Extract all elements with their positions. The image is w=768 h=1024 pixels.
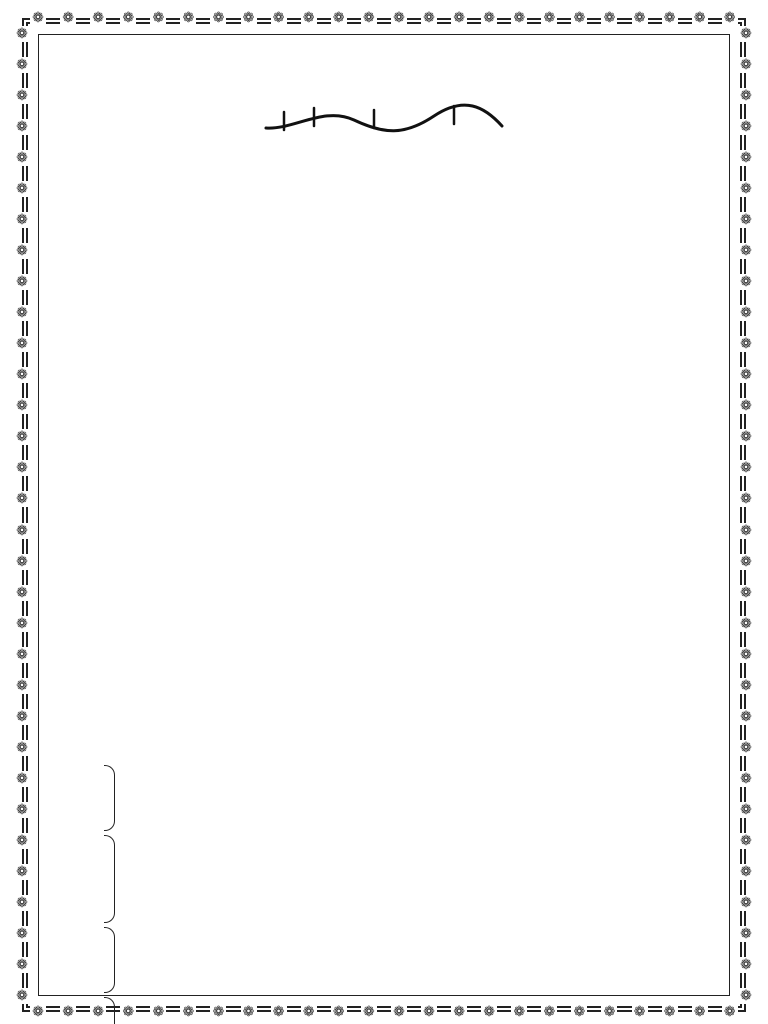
ornament-icon: ❁ [14,336,30,352]
ornament-icon: ❁ [738,647,754,663]
ornament-icon: ❁ [738,150,754,166]
ornament-icon: ❁ [511,1004,527,1020]
ornament-icon: ❁ [180,1004,196,1020]
ornament-icon: ❁ [738,802,754,818]
ornament-icon: ❁ [662,10,678,26]
poem-verse [125,879,718,900]
ornament-icon: ❁ [738,57,754,73]
ornament-icon: ❁ [361,10,377,26]
ornament-icon: ❁ [120,1004,136,1020]
ornament-icon: ❁ [738,523,754,539]
ornament-icon: ❁ [14,150,30,166]
ornament-icon: ❁ [14,57,30,73]
ornament-icon: ❁ [14,864,30,880]
ornament-icon: ❁ [120,10,136,26]
body-text-line [50,564,718,585]
ornament-icon: ❁ [738,678,754,694]
spacer [50,438,718,446]
ornament-icon: ❁ [738,336,754,352]
ornament-icon: ❁ [481,10,497,26]
ornament-icon: ❁ [90,10,106,26]
ornament-icon: ❁ [738,709,754,725]
body-text-line [50,210,718,231]
poem-verse [125,901,718,922]
ornament-icon: ❁ [738,833,754,849]
ornament-icon: ❁ [738,554,754,570]
body-section-1 [50,122,718,385]
dedication-line [50,416,718,437]
ornament-icon: ❁ [14,554,30,570]
ornament-icon: ❁ [60,10,76,26]
body-text-line [50,490,718,511]
ornament-icon: ❁ [301,1004,317,1020]
ornament-icon: ❁ [30,1004,46,1020]
poem-section [50,765,718,1024]
ornament-icon: ❁ [632,1004,648,1020]
ornament-icon: ❁ [14,367,30,383]
ornament-icon: ❁ [738,926,754,942]
ornament-icon: ❁ [738,243,754,259]
ornament-icon: ❁ [14,647,30,663]
body-text-line [50,512,718,533]
body-text-line [50,276,718,297]
ornament-icon: ❁ [738,181,754,197]
body-text-line [50,630,718,651]
ornament-icon: ❁ [14,988,30,1004]
ornament-icon: ❁ [210,10,226,26]
ornament-icon: ❁ [692,10,708,26]
dedication-line [50,394,718,415]
dedication-section [50,394,718,437]
ornament-icon: ❁ [14,491,30,507]
body-section-2 [50,446,718,533]
ornament-icon: ❁ [738,585,754,601]
ornament-icon: ❁ [271,1004,287,1020]
stanza-brace [104,927,115,993]
ornament-icon: ❁ [421,10,437,26]
stanza-brace [104,997,115,1024]
ornament-icon: ❁ [391,1004,407,1020]
stanza-verses [125,835,718,923]
ornament-icon: ❁ [150,10,166,26]
ornament-icon: ❁ [14,243,30,259]
ornament-icon: ❁ [361,1004,377,1020]
poem-verse [125,765,718,786]
ornament-icon: ❁ [14,212,30,228]
ornament-icon: ❁ [738,460,754,476]
body-text-line [50,342,718,363]
poem-stanza [50,835,718,923]
ornament-icon: ❁ [271,10,287,26]
body-text-line [50,608,718,629]
ornament-icon: ❁ [421,1004,437,1020]
ornament-icon: ❁ [14,274,30,290]
ornament-icon: ❁ [14,26,30,42]
body-text-line [50,674,718,695]
poem-verse [125,1019,718,1024]
ornament-icon: ❁ [738,771,754,787]
ornament-icon: ❁ [481,1004,497,1020]
ornament-icon: ❁ [722,1004,738,1020]
ornament-icon: ❁ [722,10,738,26]
ornament-icon: ❁ [14,616,30,632]
left-ornament-column [14,24,30,1006]
ornament-icon: ❁ [738,740,754,756]
page-content [50,95,718,996]
ornament-icon: ❁ [601,10,617,26]
ornament-icon: ❁ [14,181,30,197]
ornament-icon: ❁ [14,678,30,694]
stanza-brace [104,835,115,923]
ornament-icon: ❁ [14,833,30,849]
ornament-icon: ❁ [571,10,587,26]
body-text-line [50,364,718,385]
poem-verse [125,971,718,992]
page-title [50,95,718,121]
ornament-icon: ❁ [738,864,754,880]
ornament-icon: ❁ [738,398,754,414]
ornament-icon: ❁ [14,305,30,321]
ornament-icon: ❁ [301,10,317,26]
ornament-icon: ❁ [738,305,754,321]
poem-verse [125,787,718,808]
ornament-icon: ❁ [738,895,754,911]
ornament-icon: ❁ [90,1004,106,1020]
ornament-icon: ❁ [14,585,30,601]
ornament-icon: ❁ [60,1004,76,1020]
ornament-icon: ❁ [14,926,30,942]
stanza-brace [104,765,115,831]
ornament-icon: ❁ [210,1004,226,1020]
ornament-icon: ❁ [451,10,467,26]
body-text-line [50,232,718,253]
body-text-line [50,320,718,341]
ornament-icon: ❁ [541,1004,557,1020]
poem-stanza [50,997,718,1024]
top-ornament-row [28,10,740,26]
ornament-icon: ❁ [738,367,754,383]
body-text-line [50,188,718,209]
body-text-line [50,718,718,739]
ornament-icon: ❁ [738,274,754,290]
ornament-icon: ❁ [391,10,407,26]
stanza-verses [125,765,718,831]
body-text-line [50,144,718,165]
ornament-icon: ❁ [662,1004,678,1020]
body-text-line [50,446,718,467]
ornament-icon: ❁ [30,10,46,26]
ornament-icon: ❁ [14,88,30,104]
ornament-icon: ❁ [331,10,347,26]
poem-verse [125,927,718,948]
body-text-line [50,542,718,563]
ornament-icon: ❁ [14,771,30,787]
body-text-line [50,586,718,607]
ornament-icon: ❁ [451,1004,467,1020]
ornament-icon: ❁ [632,10,648,26]
body-text-line [50,740,718,761]
ornament-icon: ❁ [14,460,30,476]
ornament-icon: ❁ [571,1004,587,1020]
poem-stanza [50,765,718,831]
ornament-icon: ❁ [241,1004,257,1020]
ornament-icon: ❁ [14,802,30,818]
body-text-line [50,652,718,673]
body-text-line [50,254,718,275]
ornament-icon: ❁ [738,429,754,445]
ornament-icon: ❁ [738,88,754,104]
ornament-icon: ❁ [511,10,527,26]
body-section-3 [50,542,718,761]
ornament-icon: ❁ [738,212,754,228]
ornament-icon: ❁ [180,10,196,26]
poem-verse [125,809,718,830]
ornament-icon: ❁ [14,523,30,539]
ornament-icon: ❁ [150,1004,166,1020]
ornament-icon: ❁ [692,1004,708,1020]
poem-verse [125,997,718,1018]
ornament-icon: ❁ [14,119,30,135]
ornament-icon: ❁ [601,1004,617,1020]
spacer [50,386,718,394]
poem-verse [125,857,718,878]
body-text-line [50,298,718,319]
ornament-icon: ❁ [14,709,30,725]
ornament-icon: ❁ [738,119,754,135]
poem-verse [125,835,718,856]
spacer [50,534,718,542]
ornament-icon: ❁ [738,616,754,632]
ornament-icon: ❁ [14,429,30,445]
body-text-line [50,122,718,143]
ornament-icon: ❁ [738,491,754,507]
ornament-icon: ❁ [738,26,754,42]
ornament-icon: ❁ [14,895,30,911]
ornament-icon: ❁ [14,398,30,414]
poem-stanza [50,927,718,993]
ornament-icon: ❁ [331,1004,347,1020]
ornament-icon: ❁ [738,988,754,1004]
stanza-verses [125,997,718,1024]
stanza-verses [125,927,718,993]
poem-verse [125,949,718,970]
body-text-line [50,696,718,717]
ornament-icon: ❁ [14,740,30,756]
ornament-icon: ❁ [738,957,754,973]
ornament-icon: ❁ [541,10,557,26]
right-ornament-column [738,24,754,1006]
ornament-icon: ❁ [241,10,257,26]
body-text-line [50,166,718,187]
ornament-icon: ❁ [14,957,30,973]
body-text-line [50,468,718,489]
